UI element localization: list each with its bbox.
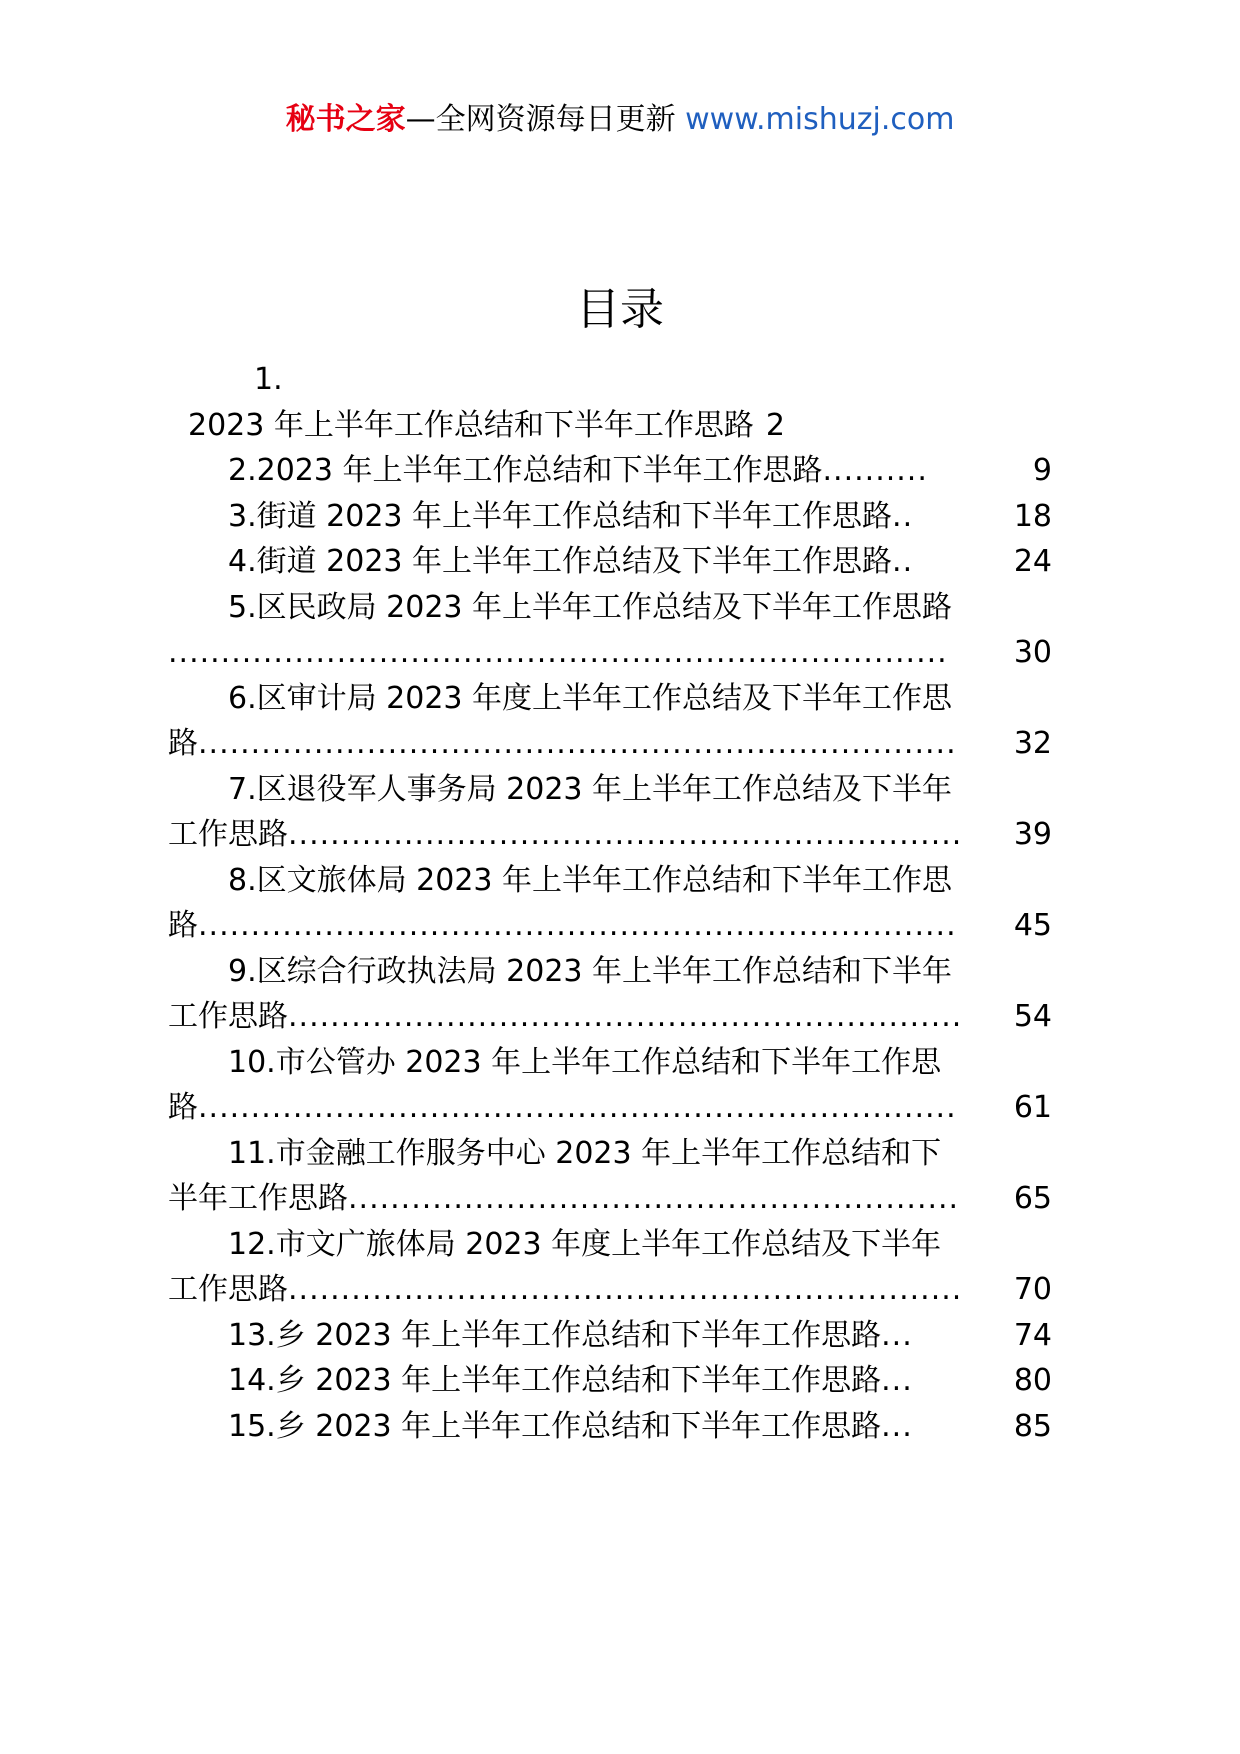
toc-entry-12[interactable] [168,1222,1052,1313]
toc-entry-page: 9 [1032,453,1052,488]
toc-entry-leader: ... [881,1363,913,1398]
toc-entry-leader: ... [881,1408,913,1444]
toc-entry-13[interactable] [188,1313,1052,1359]
toc-entry-11[interactable] [168,1131,1052,1222]
toc-entry-8[interactable] [168,858,1052,949]
toc-entry-5[interactable] [168,585,1052,676]
toc-entry-10[interactable] [168,1040,1052,1131]
toc-entry-line [188,949,1052,995]
toc-entry-leader: .......................................................................... [168,635,948,670]
toc-entry-page: 54 [1013,999,1052,1034]
toc-entry-title: 10.市公管办 2023 年上半年工作总结和下半年工作思 [228,1044,942,1080]
page-title: 目录 [576,284,664,335]
toc-entry-title-cont: 路 [168,908,198,943]
toc-entry-line [188,585,1052,631]
toc-entry-page: 45 [1013,908,1052,943]
toc-entry-page: 85 [1013,1408,1052,1444]
toc-entry-7[interactable] [168,767,1052,858]
toc-entry-line [188,539,1052,585]
site-url-link[interactable]: www.mishuzj.com [685,102,955,137]
toc-entry-line [188,767,1052,813]
toc-entry-leader: ........................................................................ [198,908,957,943]
toc-entry-title: 9.区综合行政执法局 2023 年上半年工作总结和下半年 [228,953,953,989]
site-header [0,100,1240,140]
toc-entry-page: 24 [1013,544,1052,579]
toc-entry-leader: ................................................................ [288,999,963,1034]
toc-entry-title: 3.街道 2023 年上半年工作总结和下半年工作思路 [228,498,893,534]
toc-entry-line [188,1358,1052,1404]
toc-entry-leader: ................................................................ [288,1272,963,1307]
toc-entry-line [188,403,1052,449]
toc-entry-leader: .. [892,544,914,579]
toc-entry-leader: ................................................................ [288,817,963,852]
toc-entry-line [188,1040,1052,1086]
toc-entry-6[interactable] [168,676,1052,767]
toc-entry-page: 80 [1013,1363,1052,1398]
toc-entry-leader: ........................................................................ [198,726,957,761]
toc-entry-title: 15.乡 2023 年上半年工作总结和下半年工作思路 [228,1408,882,1444]
toc-entry-line [168,1176,1052,1222]
toc-entry-line [188,676,1052,722]
table-of-contents [168,362,1052,1449]
toc-entry-line [188,494,1052,540]
toc-entry-page: 61 [1013,1090,1052,1125]
toc-entry-leader: ........................................................................ [198,1090,957,1125]
toc-entry-title: 8.区文旅体局 2023 年上半年工作总结和下半年工作思 [228,862,953,898]
toc-entry-line [188,858,1052,904]
toc-entry-title: 6.区审计局 2023 年度上半年工作总结及下半年工作思 [228,680,953,716]
toc-entry-line [168,903,1052,949]
toc-entry-3[interactable] [188,494,1052,540]
toc-entry-title-cont: 工作思路 [168,999,288,1034]
toc-entry-title-cont: 工作思路 [168,817,288,852]
toc-entry-14[interactable] [188,1358,1052,1404]
toc-entry-page: 70 [1013,1272,1052,1307]
toc-entry-leader: .......... [822,453,928,488]
toc-entry-title-cont: 工作思路 [168,1272,288,1307]
toc-entry-page: 65 [1013,1181,1052,1216]
toc-entry-line [168,812,1052,858]
toc-entry-15[interactable] [188,1404,1052,1450]
toc-entry-leader: .. [892,498,914,534]
toc-entry-page: 30 [1013,635,1052,670]
toc-entry-title: 12.市文广旅体局 2023 年度上半年工作总结及下半年 [228,1226,942,1262]
toc-entry-title-cont: 路 [168,1090,198,1125]
toc-entry-title: 4.街道 2023 年上半年工作总结及下半年工作思路 [228,544,893,579]
toc-entry-line [168,1085,1052,1131]
toc-entry-page: 18 [1013,498,1052,534]
toc-entry-4[interactable] [188,539,1052,585]
toc-entry-line [168,630,1052,676]
toc-entry-line [168,1267,1052,1313]
toc-entry-leader: .......................................................... [348,1181,960,1216]
toc-entry-page: 2 [765,407,785,443]
toc-entry-title-cont: 路 [168,726,198,761]
toc-entry-1[interactable] [188,357,1052,448]
toc-entry-page: 32 [1013,726,1052,761]
toc-entry-title: 7.区退役军人事务局 2023 年上半年工作总结及下半年 [228,771,953,807]
toc-entry-2[interactable] [188,448,1052,494]
toc-entry-title: 2.2023 年上半年工作总结和下半年工作思路 [228,453,823,488]
toc-entry-title: 13.乡 2023 年上半年工作总结和下半年工作思路 [228,1317,882,1353]
toc-entry-line [188,1313,1052,1359]
toc-entry-title: 14.乡 2023 年上半年工作总结和下半年工作思路 [228,1363,882,1398]
brand-name: 秘书之家 [285,102,406,137]
toc-entry-line [188,1404,1052,1450]
toc-entry-title: 2023 年上半年工作总结和下半年工作思路 [188,407,754,443]
toc-entry-line [168,994,1052,1040]
toc-entry-title: 11.市金融工作服务中心 2023 年上半年工作总结和下 [228,1135,942,1171]
toc-entry-9[interactable] [168,949,1052,1040]
toc-entry-line [168,721,1052,767]
toc-entry-title: 5.区民政局 2023 年上半年工作总结及下半年工作思路 [228,589,953,625]
toc-entry-page: 39 [1013,817,1052,852]
header-tagline: —全网资源每日更新 [405,102,676,137]
toc-entry-line [188,1222,1052,1268]
toc-entry-number [188,357,1052,403]
toc-entry-number-text: 1. [254,362,283,397]
toc-entry-page: 74 [1013,1317,1052,1353]
toc-entry-leader: ... [881,1317,913,1353]
toc-entry-title-cont: 半年工作思路 [168,1181,348,1216]
toc-entry-line [188,448,1052,494]
toc-entry-line [188,1131,1052,1177]
